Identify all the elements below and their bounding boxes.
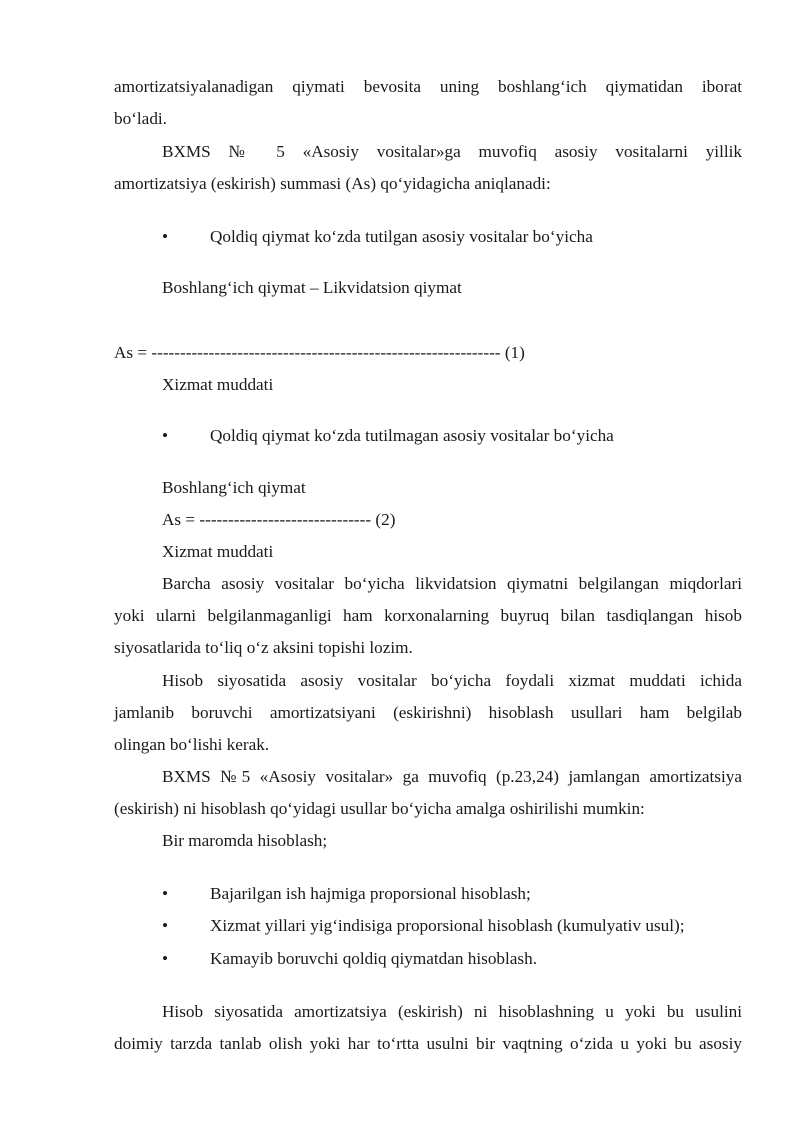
formula-equation: As = ------------------------------------------------------------- (1)	[114, 343, 525, 362]
paragraph-line: amortizatsiya (eskirish) summasi (As) qo‘yidagicha aniqlanadi:	[114, 174, 551, 193]
formula-equation: As = ------------------------------ (2)	[162, 510, 396, 529]
bullet-icon: •	[162, 426, 169, 445]
bullet-text: Qoldiq qiymat ko‘zda tutilmagan asosiy vositalar bo‘yicha	[210, 426, 614, 445]
bullet-text: Bajarilgan ish hajmiga proporsional hisoblash;	[210, 884, 531, 903]
paragraph-line: Hisob siyosatida amortizatsiya (eskirish) ni hisoblashning u yoki bu usulini	[162, 1002, 742, 1021]
paragraph-line: Hisob siyosatida asosiy vositalar bo‘yicha foydali xizmat muddati ichida	[162, 671, 742, 690]
paragraph-line: doimiy tarzda tanlab olish yoki har to‘rtta usulni bir vaqtning o‘zida u yoki bu asosiy	[114, 1034, 742, 1053]
bullet-icon: •	[162, 884, 169, 903]
bullet-text: Qoldiq qiymat ko‘zda tutilgan asosiy vositalar bo‘yicha	[210, 227, 593, 246]
paragraph-line: Barcha asosiy vositalar bo‘yicha likvidatsion qiymatni belgilangan miqdorlari	[162, 574, 742, 593]
paragraph-line: yoki ularni belgilanmaganligi ham korxonalarning buyruq bilan tasdiqlangan hisob	[114, 606, 742, 625]
formula-denominator: Xizmat muddati	[162, 375, 274, 394]
formula-numerator: Boshlang‘ich qiymat	[162, 478, 306, 497]
paragraph-line: amortizatsiyalanadigan qiymati bevosita uning boshlang‘ich qiymatidan iborat	[114, 77, 742, 96]
bullet-icon: •	[162, 916, 169, 935]
bullet-text: Kamayib boruvchi qoldiq qiymatdan hisoblash.	[210, 949, 537, 968]
paragraph-line: olingan bo‘lishi kerak.	[114, 735, 270, 754]
paragraph-line: bo‘ladi.	[114, 109, 167, 128]
formula-denominator: Xizmat muddati	[162, 542, 274, 561]
paragraph-line: (eskirish) ni hisoblash qo‘yidagi usullar bo‘yicha amalga oshirilishi mumkin:	[114, 799, 645, 818]
bullet-text: Xizmat yillari yig‘indisiga proporsional hisoblash (kumulyativ usul);	[210, 916, 685, 935]
paragraph-line: Bir maromda hisoblash;	[162, 831, 328, 850]
paragraph-line: siyosatlarida to‘liq o‘z aksini topishi lozim.	[114, 638, 413, 657]
bullet-icon: •	[162, 949, 169, 968]
paragraph-line: BXMS № 5 «Asosiy vositalar»ga muvofiq asosiy vositalarni yillik	[162, 142, 742, 161]
paragraph-line: jamlanib boruvchi amortizatsiyani (eskirishni) hisoblash usullari ham belgilab	[114, 703, 742, 722]
paragraph-line: BXMS №5 «Asosiy vositalar» ga muvofiq (p.23,24) jamlangan amortizatsiya	[162, 767, 742, 786]
formula-numerator: Boshlang‘ich qiymat – Likvidatsion qiymat	[162, 278, 462, 297]
bullet-icon: •	[162, 227, 169, 246]
